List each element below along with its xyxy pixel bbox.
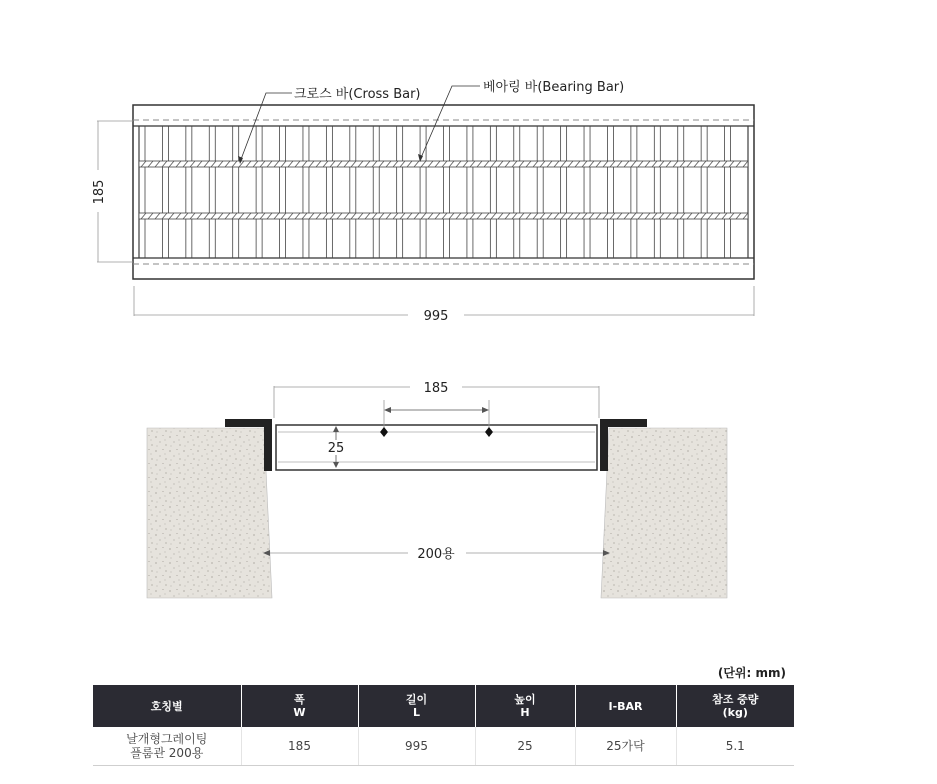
cell-weight: 5.1 bbox=[676, 727, 794, 766]
cell-ibar: 25가닥 bbox=[575, 727, 676, 766]
angle-frame-left-web bbox=[264, 419, 272, 471]
header-name: 호칭별 bbox=[93, 685, 241, 727]
concrete-wall-right bbox=[601, 428, 727, 598]
bearing-bar-label: 베아링 바(Bearing Bar) bbox=[483, 80, 625, 95]
table-row bbox=[93, 727, 794, 766]
header-length: 길이 L bbox=[358, 685, 475, 727]
cell-length: 995 bbox=[358, 727, 475, 766]
cell-width: 185 bbox=[241, 727, 358, 766]
header-weight: 참조 중량 (kg) bbox=[676, 685, 794, 727]
cross-bar-spacing-arrow-left bbox=[384, 407, 391, 413]
unit-note: (단위: mm) bbox=[717, 666, 786, 680]
header-width: 폭 W bbox=[241, 685, 358, 727]
angle-frame-right-web bbox=[600, 419, 608, 471]
header-height: 높이 H bbox=[475, 685, 575, 727]
header-ibar: I-BAR bbox=[575, 685, 676, 727]
spec-table bbox=[93, 685, 794, 766]
height-dim-label: 185 bbox=[92, 179, 107, 205]
cross-bar-label: 크로스 바(Cross Bar) bbox=[294, 87, 421, 102]
cross-bar-spacing-arrow-right bbox=[482, 407, 489, 413]
cell-height: 25 bbox=[475, 727, 575, 766]
spec-table-header-row bbox=[93, 685, 794, 727]
section-width-label: 185 bbox=[423, 381, 449, 396]
section-view bbox=[147, 381, 727, 598]
length-dim-label: 995 bbox=[423, 309, 449, 324]
plan-view bbox=[92, 79, 754, 324]
section-height-label: 25 bbox=[327, 441, 345, 456]
channel-dim-label: 200용 bbox=[417, 547, 455, 562]
cell-name: 날개형그레이팅 플룸관 200용 bbox=[93, 727, 241, 766]
concrete-wall-left bbox=[147, 428, 272, 598]
